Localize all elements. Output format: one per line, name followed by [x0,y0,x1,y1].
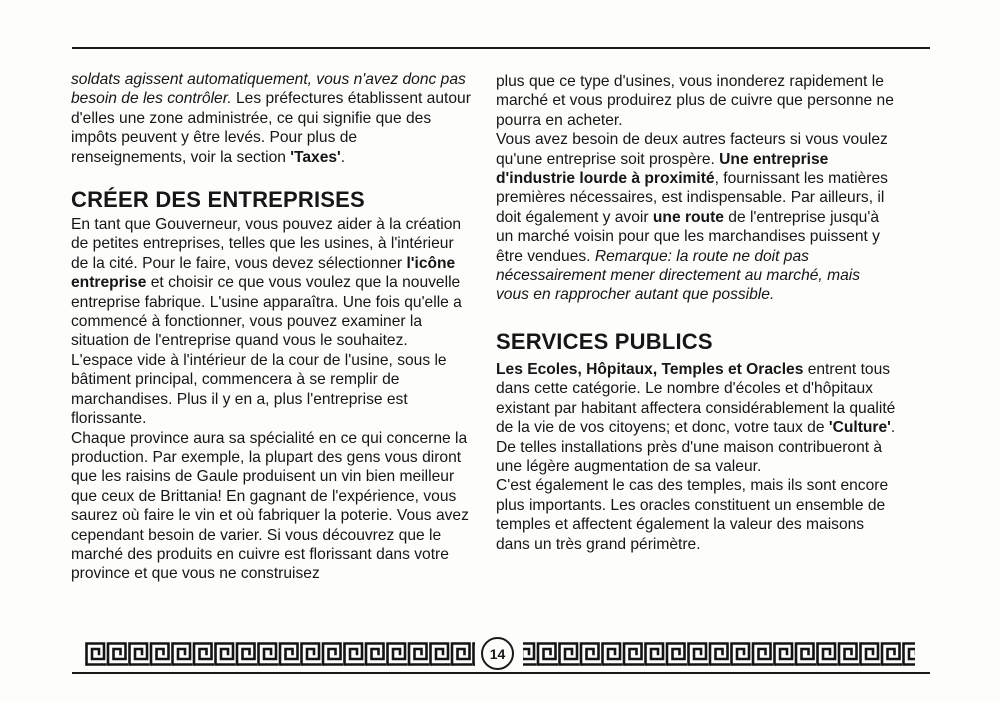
paragraph-text: entrent tous dans cette catégorie. Le nombre d'écoles et d'hôpitaux existant par habitant affectera considérablement la qualité de la vie de vos citoyens; et donc, votre taux de [496,360,896,437]
section-heading-entreprises: CRÉER DES ENTREPRISES [71,187,365,213]
page-number: 14 [489,645,506,662]
paragraph-text: Vous avez besoin de deux autres facteurs si vous voulez qu'une entreprise soit prospère. [496,131,888,168]
factors-paragraph [496,130,896,305]
paragraph-text: . De telles installations près d'une maison contribueront à une légère augmentation de sa valeur. [496,419,896,475]
intro-text: Les préfectures établissent autour d'elles une zone administrée, ce qui signifie que des impôts peuvent y être levés. Pour plus de renseignements, voir la section [71,90,471,166]
services-paragraph-2: C'est également le cas des temples, mais ils sont encore plus importants. Les oracles constituent un ensemble de temples et affectent également la valeur des maisons dans un très grand périmètre. [496,477,889,553]
paragraph-text: de l'entreprise jusqu'à un marché voisin pour que les marchandises puissent y être vendues. [496,208,880,265]
section-heading-services: SERVICES PUBLICS [496,328,713,354]
paragraph-text: et choisir ce que vous voulez que la nouvelle entreprise fabrique. L'usine apparaîtra. Une fois qu'elle a commencé à fonctionner, vous pouvez examiner la situation de l'entreprise quand vous le souhaitez. L'espace vide à l'intérieur de la cour de l'usine, sous le bâtiment principal, commencera à se remplir de marchandises. Plus il y en a, plus l'entreprise est florissante. [71,274,462,428]
page-number-badge [481,637,514,670]
top-rule [72,47,930,49]
continuation-paragraph: plus que ce type d'usines, vous inonderez rapidement le marché et vous produirez plus de cuivre que personne ne pourra en acheter. [496,73,894,129]
industrie-lourde-term: Une entreprise d'industrie lourde à proximité [496,150,829,188]
intro-period: . [340,148,346,166]
intro-italic-text: soldats agissent automatiquement, vous n'avez donc pas besoin de les contrôler. [71,71,466,108]
left-column [71,70,471,584]
services-paragraph-1 [496,360,896,476]
paragraph-text: , fournissant les matières premières nécessaires, est indispensable. Par ailleurs, il doit également y avoir [496,170,888,226]
paragraph-text: En tant que Gouverneur, vous pouvez aider à la création de petites entreprises, telles que les usines, à l'intérieur de la cité. Pour le faire, vous devez sélectionner [71,216,462,272]
icone-entreprise-term: l'icône entreprise [71,254,456,292]
remarque-note: Remarque: la route ne doit pas nécessairement mener directement au marché, mais vous en rapprocher autant que possible. [496,247,861,304]
bottom-rule [72,672,930,674]
taxes-reference: 'Taxes' [290,148,341,166]
entreprises-paragraph-2: Chaque province aura sa spécialité en ce qui concerne la production. Par exemple, la plupart des gens vous diront que les raisins de Gaule produisent un vin bien meilleur que ceux de Brittania! En gagnant de l'expérience, vous saurez où faire le vin et où fabriquer la poterie. Vous avez cependant besoin de varier. Si vous découvrez que le marché des produits en cuivre est florissant dans votre province et que vous ne construisez [71,429,469,583]
intro-paragraph [71,70,471,167]
entreprises-paragraph-1 [71,215,471,428]
right-column [496,72,896,554]
services-list-term: Les Ecoles, Hôpitaux, Temples et Oracles [496,360,804,378]
culture-term: 'Culture' [828,419,891,437]
route-term: une route [652,208,724,226]
